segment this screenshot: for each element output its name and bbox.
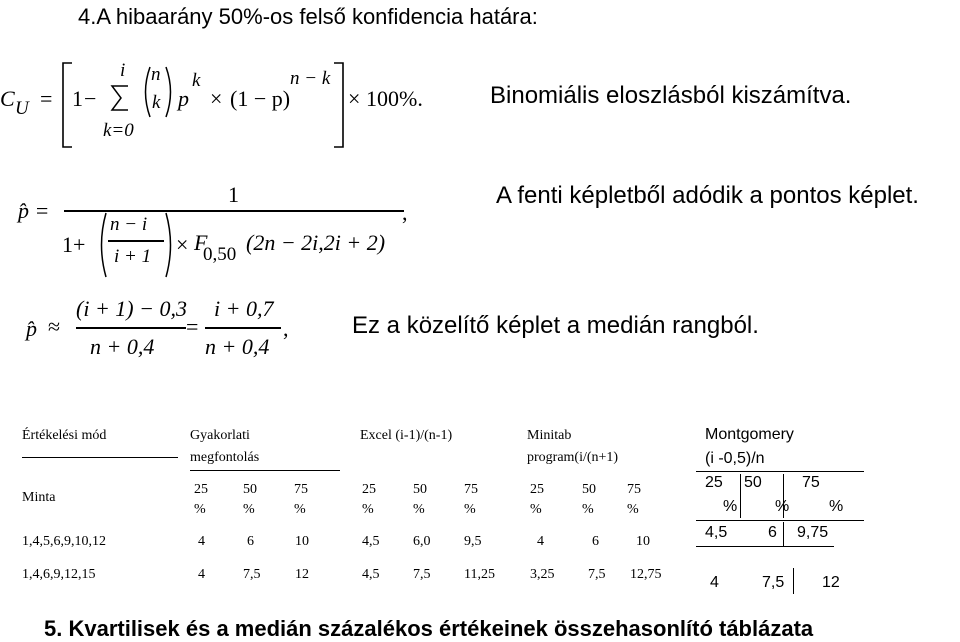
cell: 6 [592,534,599,549]
header-minitab-2: program(i/(n+1) [527,450,619,465]
footer-heading: 5. Kvartilisek és a medián százalékos értékeinek összehasonlító táblázata [44,616,814,641]
header-gyakorlati-1: Gyakorlati [190,428,250,443]
row-label: 1,4,6,9,12,15 [22,567,96,582]
montgomery-divider [696,471,864,472]
row-label: 1,4,5,6,9,10,12 [22,534,106,549]
frac2-bottom: n + 0,4 [205,334,270,359]
pct-25: 25 [530,482,544,497]
binomial-right-paren [164,66,176,118]
montgomery-formula: (i -0,5)/n [705,450,765,467]
times-sign-2: × [348,86,361,111]
cell: 4,5 [362,534,380,549]
numerator-one: 1 [228,182,239,207]
mg-pct-25: 25 [705,474,723,491]
cell: 12 [295,567,309,582]
mg-cell: 4,5 [705,524,728,541]
frac2-top: i + 0,7 [214,296,274,321]
mg-cell: 9,75 [797,524,829,541]
cell: 12,75 [630,567,662,582]
header-method: Értékelési mód [22,428,107,443]
mg-col-divider [793,568,794,594]
f-arguments: (2n − 2i,2i + 2) [246,230,386,255]
frac1-bar [76,327,186,329]
p-hat: p̂ [26,316,37,341]
cell: 6,0 [413,534,431,549]
mg-cell: 12 [822,574,840,591]
p-symbol: p [178,86,189,111]
section-heading: 4.A hibaarány 50%-os felső konfidencia határa: [78,4,538,29]
equals-sign: = [186,314,199,339]
montgomery-divider-3 [696,546,834,547]
second-exponent: n − k [290,68,331,89]
pct-sign: % [464,502,476,517]
cell: 6 [247,534,254,549]
header-separator [190,470,340,471]
cell: 4 [537,534,544,549]
cell: 4 [198,567,205,582]
frac2-bar [205,327,281,329]
cell: 7,5 [588,567,606,582]
cell: 3,25 [530,567,555,582]
binomial-top: n [151,64,161,85]
pct-75: 75 [294,482,308,497]
sigma-icon [110,84,132,112]
mg-pct-sign: % [775,498,790,515]
right-paren [164,212,176,278]
left-paren [96,212,108,278]
header-underline [22,457,178,458]
mg-pct-50: 50 [744,474,762,491]
cell: 11,25 [464,567,495,582]
pct-25: 25 [362,482,376,497]
mg-cell: 6 [768,524,777,541]
pct-25: 25 [194,482,208,497]
inner-fraction-top: n − i [110,214,148,235]
pct-sign: % [194,502,206,517]
cell: 7,5 [243,567,261,582]
comma: , [402,200,408,225]
pct-75: 75 [627,482,641,497]
hundred-percent: 100%. [366,86,423,111]
cell: 9,5 [464,534,482,549]
sum-upper-limit: i [120,60,126,81]
minus-sign: − [84,86,97,111]
approx-formula-note: Ez a közelítő képlet a medián rangból. [352,312,759,339]
f-subscript: 0,50 [203,244,237,265]
header-excel: Excel (i-1)/(n-1) [360,428,453,443]
inner-fraction-bottom: i + 1 [114,246,152,267]
mg-pct-sign: % [723,498,738,515]
binomial-bottom: k [152,92,161,113]
pct-sign: % [530,502,542,517]
binomial-note: Binomiális eloszlásból kiszámítva. [490,82,852,109]
one-plus: 1+ [62,232,86,257]
mg-cell: 7,5 [762,574,785,591]
one-minus-p: (1 − p) [230,86,291,111]
pct-sign: % [362,502,374,517]
pct-75: 75 [464,482,478,497]
pct-50: 50 [413,482,427,497]
p-hat-lhs: p̂ = [18,198,50,223]
pct-sign: % [627,502,639,517]
times-sign: × [176,232,189,257]
inner-fraction-bar [108,240,164,242]
pct-sign: % [582,502,594,517]
main-fraction-bar [64,210,404,212]
pct-50: 50 [243,482,257,497]
comma: , [283,316,289,341]
cell: 10 [295,534,309,549]
mg-pct-sign: % [829,498,844,515]
cu-symbol: C [0,86,15,111]
cell: 10 [636,534,650,549]
exact-formula-note: A fenti képletből adódik a pontos képlet. [496,182,919,209]
cu-subscript: U [15,98,29,119]
mg-col-divider [783,522,784,546]
header-gyakorlati-2: megfontolás [190,450,260,465]
times-sign: × [210,86,223,111]
pct-sign: % [243,502,255,517]
mg-pct-75: 75 [802,474,820,491]
right-square-bracket [332,62,346,148]
pct-50: 50 [582,482,596,497]
mg-col-divider [740,474,741,518]
approx-sign: ≈ [48,314,61,339]
header-minitab-1: Minitab [527,428,572,443]
header-minta: Minta [22,490,56,505]
cell: 7,5 [413,567,431,582]
pct-sign: % [413,502,425,517]
cell: 4 [198,534,205,549]
pct-sign: % [294,502,306,517]
montgomery-divider-2 [696,520,864,521]
equals-sign: = [40,86,53,111]
cell: 4,5 [362,567,380,582]
one: 1 [72,86,83,111]
mg-cell: 4 [710,574,719,591]
montgomery-title: Montgomery [705,426,794,443]
frac1-top: (i + 1) − 0,3 [76,296,187,321]
sum-lower-limit: k=0 [103,120,134,141]
f-distribution: F [194,230,208,255]
frac1-bottom: n + 0,4 [90,334,155,359]
p-exponent: k [192,70,201,91]
